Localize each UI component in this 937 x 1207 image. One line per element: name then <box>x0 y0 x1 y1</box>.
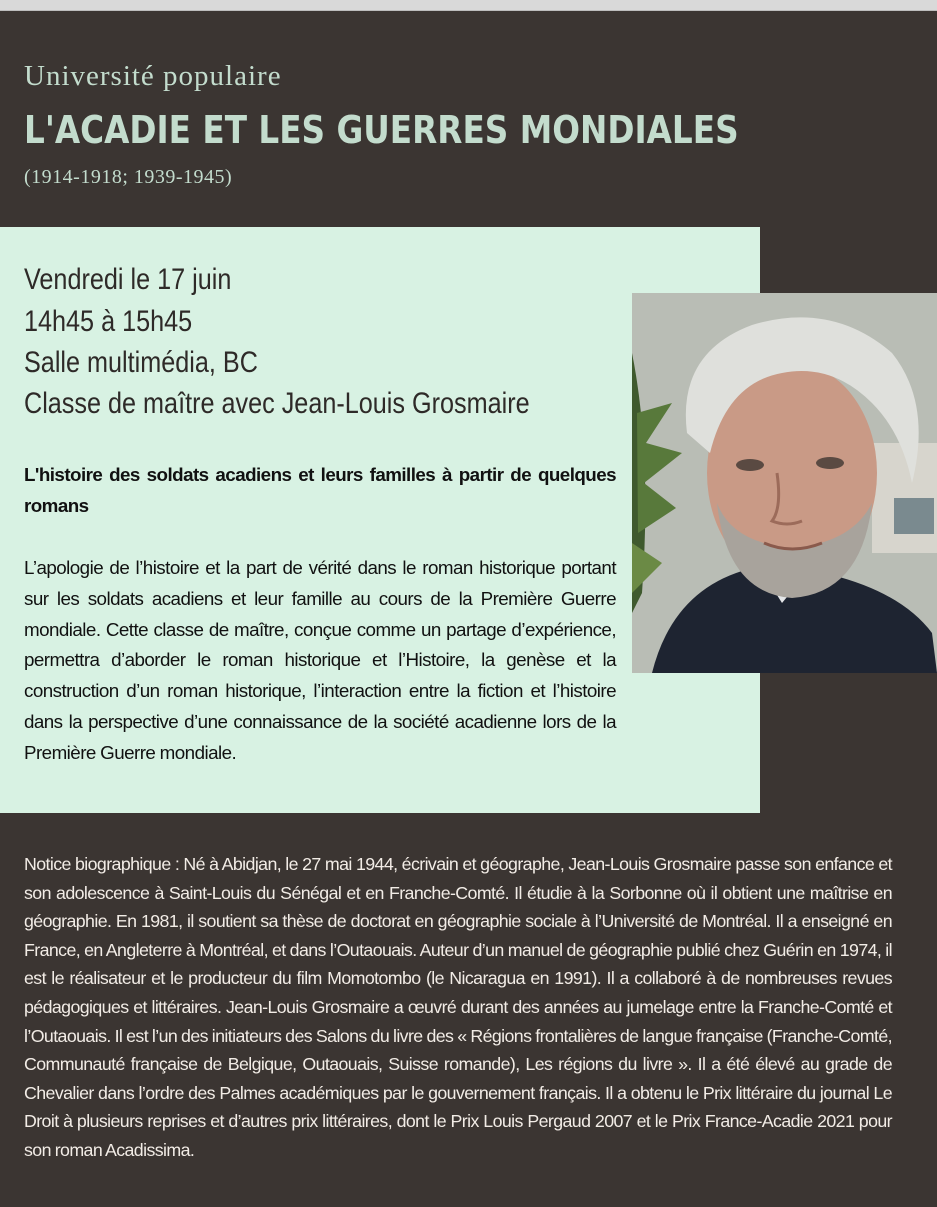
lecture-description: L’apologie de l’histoire et la part de vérité dans le roman historique portant sur les soldats acadiens et leur famille au cours de la Première Guerre mondiale. Cette classe de maître, conçue comme un partage d’expérience, permettra d’aborder le roman historique et l’Histoire, la genèse et la construction d’un roman historique, l’interaction entre la fiction et l’histoire dans la perspective d’une connaissance de la société acadienne lors de la Première Guerre mondiale. <box>24 557 616 763</box>
speaker-photo <box>632 293 937 673</box>
page-title: L'ACADIE ET LES GUERRES MONDIALES <box>24 108 739 152</box>
eyebrow-heading: Université populaire <box>24 60 282 92</box>
biography-notice: Notice biographique : Né à Abidjan, le 27 mai 1944, écrivain et géographe, Jean-Louis Grosmaire passe son enfance et son adolescence à Saint-Louis du Sénégal et en Franche-Comté. Il étudie à la Sorbonne où il obtient une maîtrise en géographie. En 1981, il soutient sa thèse de doctorat en géographie sociale à l’Université de Montréal. Il a enseigné en France, en Angleterre à Montréal, et dans l’Outaouais. Auteur d’un manuel de géographie publié chez Guérin en 1974, il est le réalisateur et le producteur du film Momotombo (le Nicaragua en 1991). Il a collaboré à de nombreuses revues pédagogiques et littéraires. Jean-Louis Grosmaire a œuvré durant des années au jumelage entre la Franche-Comté et l’Outaouais. Il est l’un des initiateurs des Salons du livre des « Régions frontalières de langue française (Franche-Comté, Communauté française de Belgique, Outaouais, Suisse romande), Les régions du livre ». Il a été élevé au grade de Chevalier dans l’ordre des Palmes académiques par le gouvernement français. Il a obtenu le Prix littéraire du journal Le Droit à plusieurs reprises et d’autres prix littéraires, dont le Prix Louis Pergaud 2007 et le Prix France-Acadie 2021 pour son roman Acadissima. <box>24 854 892 1160</box>
lecture-title: L'histoire des soldats acadiens et leurs familles à partir de quelques romans <box>24 464 616 516</box>
title-dates: (1914-1918; 1939-1945) <box>24 166 233 188</box>
event-session: Classe de maître avec Jean-Louis Grosmaire <box>24 387 530 420</box>
browser-top-strip <box>0 0 937 11</box>
event-time: 14h45 à 15h45 <box>24 305 193 338</box>
event-location: Salle multimédia, BC <box>24 346 258 379</box>
event-day: Vendredi le 17 juin <box>24 263 232 296</box>
